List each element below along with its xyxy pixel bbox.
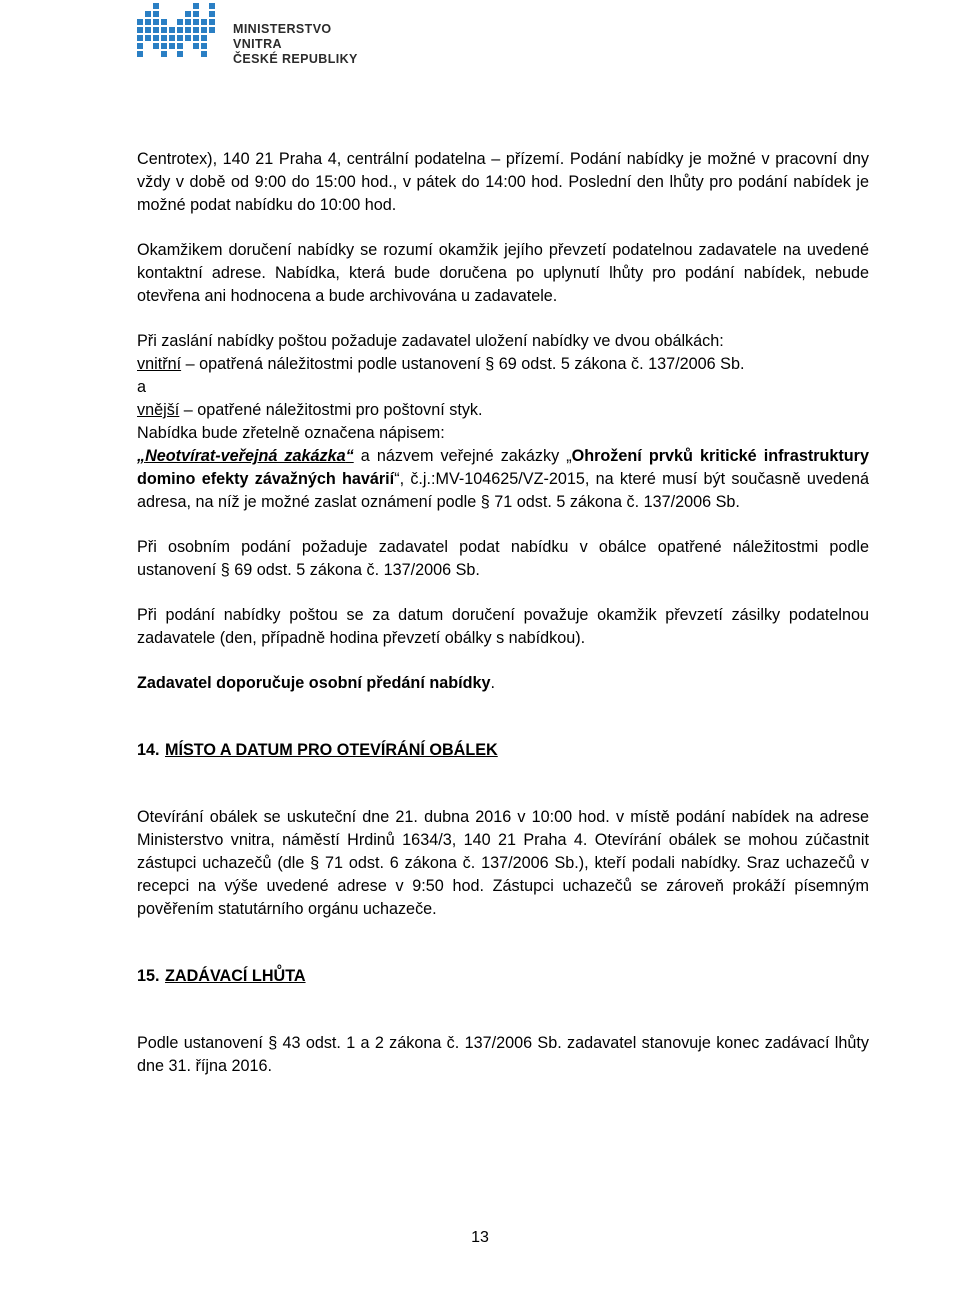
envelopes-intro: Při zaslání nabídky poštou požaduje zadavatel uložení nabídky ve dvou obálkách: [137,332,724,350]
marking-intro: Nabídka bude zřetelně označena nápisem: [137,424,445,442]
section-14-text: Otevírání obálek se uskuteční dne 21. dubna 2016 v 10:00 hod. v místě podání nabídek na adrese Ministerstvo vnitra, náměstí Hrdinů 1634/3, 140 21 Praha 4. Otevírání obálek se mohou zúčastnit zástupci uchazečů (dle § 71 odst. 6 zákona č. 137/2006 Sb.), kteří podali nabídky. Sraz uchazečů v recepci na výše uvedené adrese v 9:50 hod. Zástupci uchazečů se zároveň prokáží písemným pověřením statutárního orgánu uchazeče. [137,808,869,918]
paragraph-postal-envelopes [137,330,869,514]
document-body [137,148,869,1078]
ministry-logo-text [233,22,377,67]
inner-envelope-text: – opatřená náležitostmi podle ustanovení § 69 odst. 5 zákona č. 137/2006 Sb. [181,355,745,373]
paragraph-delivery-moment: Okamžikem doručení nabídky se rozumí okamžik jejího převzetí podatelnou zadavatele na uvedené kontaktní adrese. Nabídka, která bude doručena po uplynutí lhůty pro podání nabídek, nebude otevřena ani hodnocena a bude archivována u zadavatele. [137,241,869,305]
section-15-text: Podle ustanovení § 43 odst. 1 a 2 zákona č. 137/2006 Sb. zadavatel stanovuje konec zadávací lhůty dne 31. října 2016. [137,1034,869,1075]
paragraph-postal-delivery-date: Při podání nabídky poštou se za datum doručení považuje okamžik převzetí zásilky podatelnou zadavatele (den, případně hodina převzetí obálky s nabídkou). [137,606,869,647]
reference-and-address: “, č.j.:MV-104625/VZ-2015, na které musí být současně uvedená adresa, na níž je možné zaslat oznámení podle § 71 odst. 5 zákona č. 137/2006 Sb. [137,470,870,511]
page-number: 13 [471,1229,489,1246]
and-word: a [137,378,147,396]
contract-title: Ohrožení prvků kritické infrastruktury domino efekty závažných havárií [137,447,869,488]
logo-line-1: MINISTERSTVO VNITRA [233,22,332,51]
ministry-logo-icon [137,3,227,59]
outer-envelope-text: – opatřené náležitostmi pro poštovní styk. [179,401,483,419]
paragraph-recommendation [137,672,869,695]
paragraph-submission-hours: Centrotex), 140 21 Praha 4, centrální podatelna – přízemí. Podání nabídky je možné v pracovní dny vždy v době od 9:00 do 15:00 hod., v pátek do 14:00 hod. Poslední den lhůty pro podání nabídek je možné podat nabídku do 10:00 hod. [137,150,869,214]
recommendation-text: Zadavatel doporučuje osobní předání nabídky [137,674,491,692]
section-15-number: 15. [137,967,160,985]
paragraph-personal-submission: Při osobním podání požaduje zadavatel podat nabídku v obálce opatřené náležitostmi podle ustanovení § 69 odst. 5 zákona č. 137/2006 Sb. [137,538,869,579]
logo-line-2: ČESKÉ REPUBLIKY [233,52,358,66]
contract-name-intro: a názvem veřejné zakázky „ [353,447,572,465]
section-14-heading [137,739,869,762]
section-14-number: 14. [137,741,160,759]
ministry-logo [137,3,377,66]
outer-envelope-label: vnější [137,401,180,419]
quote-close: “ [345,447,354,465]
section-15-title: ZADÁVACÍ LHŮTA [165,967,306,985]
inner-envelope-label: vnitřní [137,355,182,373]
recommendation-period: . [490,674,495,692]
section-15-heading [137,965,869,988]
envelope-label-text: Neotvírat-veřejná zakázka [145,447,346,465]
section-14-title: MÍSTO A DATUM PRO OTEVÍRÁNÍ OBÁLEK [165,741,498,759]
quote-open: „ [137,447,146,465]
